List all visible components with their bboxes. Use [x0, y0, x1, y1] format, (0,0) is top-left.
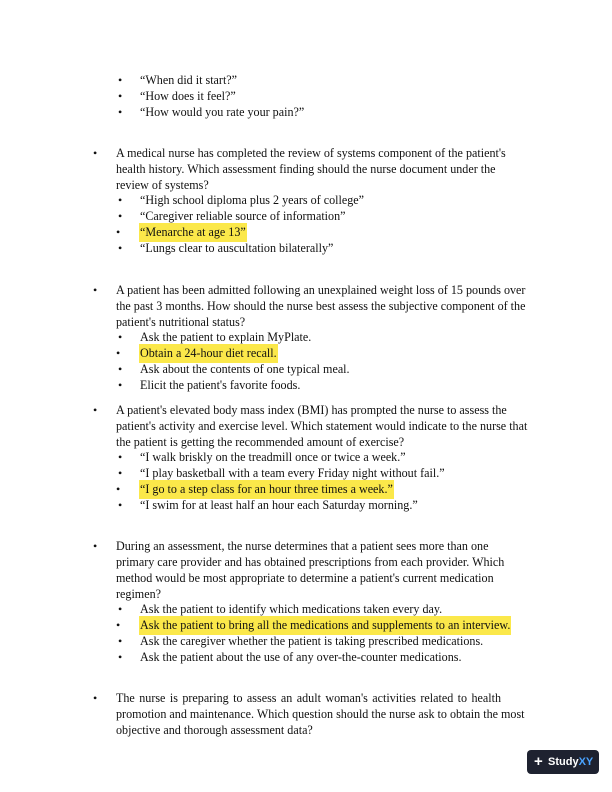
- correct-answer-highlight: Ask the patient to bring all the medications and supplements to an interview.: [139, 616, 511, 635]
- option-text: Ask the patient about the use of any over-the-counter medications.: [140, 650, 462, 664]
- question-bullet: •: [93, 691, 98, 705]
- question-stem-line: A patient's elevated body mass index (BMI) has prompted the nurse to assess the: [116, 403, 507, 417]
- question-stem-line: patient's activity and exercise level. Which statement would indicate to the nurse that: [116, 419, 528, 433]
- question-bullet: •: [93, 146, 98, 160]
- question-bullet: •: [93, 283, 98, 297]
- question-stem-line: promotion and maintenance. Which question should the nurse ask to obtain the most: [116, 707, 525, 721]
- question-bullet: •: [93, 539, 98, 553]
- question-stem-line: regimen?: [116, 587, 161, 601]
- question-stem-line: the patient is getting the recommended amount of exercise?: [116, 435, 405, 449]
- option-text: “When did it start?”: [140, 73, 238, 87]
- option-text: “I walk briskly on the treadmill once or twice a week.”: [140, 450, 406, 464]
- question-stem-line: The nurse is preparing to assess an adult woman's activities related to health: [116, 691, 502, 705]
- bullet: •: [118, 362, 123, 376]
- question-stem-line: A medical nurse has completed the review of systems component of the patient's: [116, 146, 506, 160]
- bullet: •: [118, 466, 123, 480]
- option-text: “How would you rate your pain?”: [140, 105, 305, 119]
- bullet: •: [118, 634, 123, 648]
- option-text: “Lungs clear to auscultation bilaterally”: [140, 241, 334, 255]
- bullet: •: [118, 498, 123, 512]
- option-text: Ask the patient to explain MyPlate.: [140, 330, 312, 344]
- plus-icon: +: [534, 753, 543, 770]
- bullet: •: [118, 89, 123, 103]
- correct-answer-highlight: “Menarche at age 13”: [139, 223, 247, 242]
- bullet: •: [116, 482, 121, 496]
- option-text: Elicit the patient's favorite foods.: [140, 378, 301, 392]
- brand-accent-text: XY: [578, 756, 594, 768]
- question-stem-line: During an assessment, the nurse determines that a patient sees more than one: [116, 539, 489, 553]
- bullet: •: [118, 73, 123, 87]
- bullet: •: [118, 650, 123, 664]
- question-bullet: •: [93, 403, 98, 417]
- option-text: Ask the patient to identify which medications taken every day.: [140, 602, 443, 616]
- option-text: “I play basketball with a team every Friday night without fail.”: [140, 466, 445, 480]
- option-text: “I swim for at least half an hour each Saturday morning.”: [140, 498, 418, 512]
- option-text: “Caregiver reliable source of information”: [140, 209, 346, 223]
- bullet: •: [118, 602, 123, 616]
- bullet: •: [118, 193, 123, 207]
- option-text: “How does it feel?”: [140, 89, 236, 103]
- question-stem-line: health history. Which assessment finding should the nurse document under the: [116, 162, 496, 176]
- correct-answer-highlight: Obtain a 24-hour diet recall.: [139, 344, 278, 363]
- bullet: •: [118, 209, 123, 223]
- studyxy-watermark-badge: [527, 750, 599, 774]
- correct-answer-highlight: “I go to a step class for an hour three times a week.”: [139, 480, 394, 499]
- bullet: •: [118, 241, 123, 255]
- bullet: •: [118, 450, 123, 464]
- bullet: •: [116, 618, 121, 632]
- brand-logo: [548, 750, 593, 774]
- question-stem-line: objective and thorough assessment data?: [116, 723, 313, 737]
- bullet: •: [118, 378, 123, 392]
- question-stem-line: A patient has been admitted following an unexplained weight loss of 15 pounds over: [116, 283, 526, 297]
- option-text: Ask about the contents of one typical meal.: [140, 362, 350, 376]
- question-stem-line: primary care provider and has obtained prescriptions from each provider. Which: [116, 555, 505, 569]
- bullet: •: [116, 225, 121, 239]
- question-stem-line: the past 3 months. How should the nurse best assess the subjective component of the: [116, 299, 526, 313]
- bullet: •: [118, 330, 123, 344]
- bullet: •: [118, 105, 123, 119]
- option-text: Ask the caregiver whether the patient is taking prescribed medications.: [140, 634, 484, 648]
- option-text: “High school diploma plus 2 years of college”: [140, 193, 365, 207]
- question-stem-line: method would be most appropriate to determine a patient's current medication: [116, 571, 494, 585]
- brand-text: Study: [548, 756, 579, 768]
- bullet: •: [116, 346, 121, 360]
- question-stem-line: patient's nutritional status?: [116, 315, 246, 329]
- question-stem-line: review of systems?: [116, 178, 209, 192]
